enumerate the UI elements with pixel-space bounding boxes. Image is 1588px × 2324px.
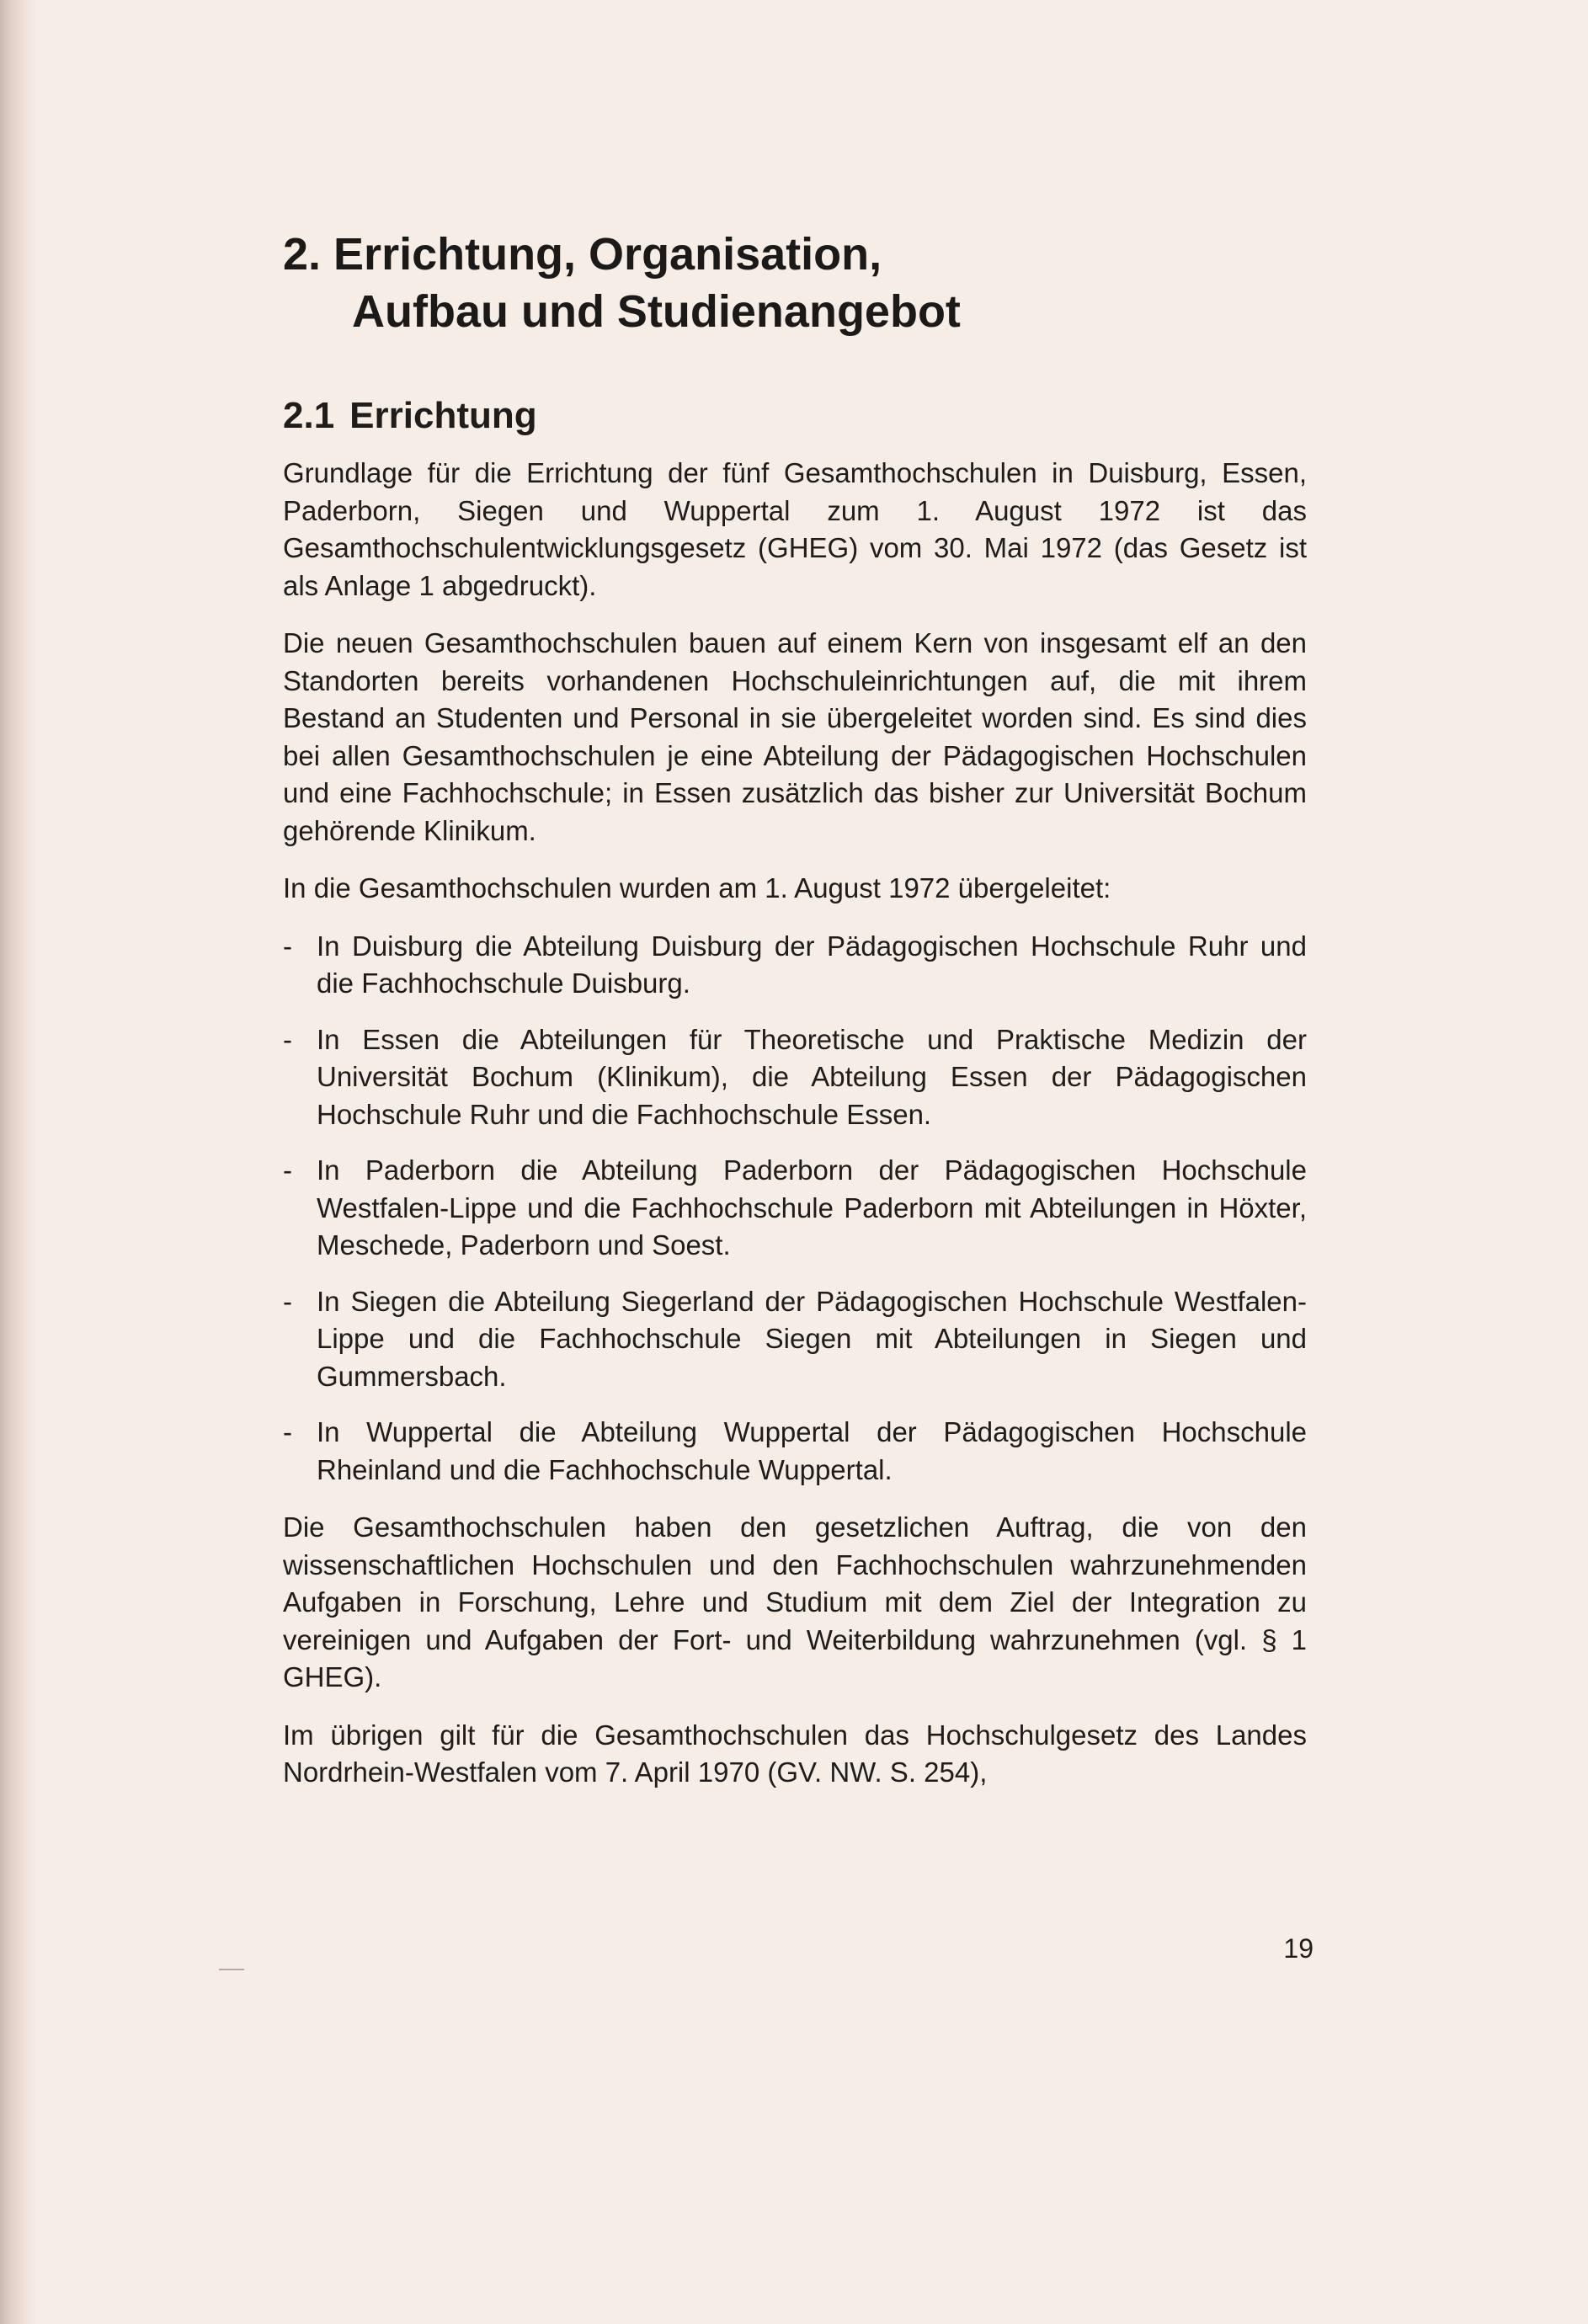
paragraph-core-institutions: Die neuen Gesamthochschulen bauen auf einem Kern von insgesamt elf an den Standorten bereits vorhandenen Hochschuleinrichtungen auf, die mit ihrem Bestand an Studenten und Personal in sie übergeleitet worden sind. Es sind dies bei allen Gesamthochschulen je eine Abteilung der Pädagogischen Hochschulen und eine Fachhochschule; in Essen zusätzlich das bisher zur Universität Bochum gehörende Klinikum.: [283, 627, 1307, 846]
page-binding-edge: [0, 0, 37, 2324]
section-heading: [283, 392, 1307, 440]
list-item-text: In Paderborn die Abteilung Paderborn der Pädagogischen Hochschule Westfalen-Lippe und die Fachhochschule Paderborn mit Abteilungen in Höxter, Meschede, Paderborn und Soest.: [317, 1154, 1307, 1261]
list-dash: -: [283, 1154, 292, 1186]
page-margin-mark: [219, 1969, 244, 1970]
page-number: 19: [1283, 1933, 1314, 1964]
transfer-list: [283, 928, 1307, 1490]
page-body: [283, 226, 1307, 1812]
section-title: Errichtung: [349, 395, 537, 436]
list-dash: -: [283, 1285, 292, 1317]
chapter-title: [283, 226, 1307, 340]
list-dash: -: [283, 1023, 292, 1055]
list-dash: -: [283, 930, 292, 962]
paragraph-mandate: Die Gesamthochschulen haben den gesetzlichen Auftrag, die von den wissenschaftlichen Hochschulen und den Fachhochschulen wahrzunehmenden Aufgaben in Forschung, Lehre und Studium mit dem Ziel der Integration zu vereinigen und Aufgaben der Fort- und Weiterbildung wahrzunehmen (vgl. § 1 GHEG).: [283, 1511, 1307, 1692]
list-dash: -: [283, 1416, 292, 1447]
paragraph-applicable-law: Im übrigen gilt für die Gesamthochschulen das Hochschulgesetz des Landes Nordrhein-Westfalen vom 7. April 1970 (GV. NW. S. 254),: [283, 1719, 1307, 1788]
list-item-text: In Duisburg die Abteilung Duisburg der Pädagogischen Hochschule Ruhr und die Fachhochschule Duisburg.: [317, 930, 1307, 999]
chapter-title-line-2: Aufbau und Studienangebot: [352, 286, 961, 337]
list-item-text: In Siegen die Abteilung Siegerland der Pädagogischen Hochschule Westfalen-Lippe und die Fachhochschule Siegen mit Abteilungen in Siegen und Gummersbach.: [317, 1285, 1307, 1392]
paragraph-legal-basis: Grundlage für die Errichtung der fünf Gesamthochschulen in Duisburg, Essen, Paderborn, Siegen und Wuppertal zum 1. August 1972 ist das Gesamthochschulentwicklungsgesetz (GHEG) vom 30. Mai 1972 (das Gesetz ist als Anlage 1 abgedruckt).: [283, 457, 1307, 601]
list-item-text: In Wuppertal die Abteilung Wuppertal der Pädagogischen Hochschule Rheinland und die Fachhochschule Wuppertal.: [317, 1416, 1307, 1485]
list-item: [283, 1414, 1307, 1489]
chapter-title-line-1: 2. Errichtung, Organisation,: [283, 229, 882, 280]
list-item: [283, 1152, 1307, 1265]
paragraph-transfer-intro: In die Gesamthochschulen wurden am 1. August 1972 übergeleitet:: [283, 872, 1111, 903]
list-item-text: In Essen die Abteilungen für Theoretische und Praktische Medizin der Universität Bochum (Klinikum), die Abteilung Essen der Pädagogischen Hochschule Ruhr und die Fachhochschule Essen.: [317, 1023, 1307, 1130]
list-item: [283, 1021, 1307, 1134]
section-number: 2.1: [283, 395, 335, 436]
list-item: [283, 928, 1307, 1003]
list-item: [283, 1283, 1307, 1396]
